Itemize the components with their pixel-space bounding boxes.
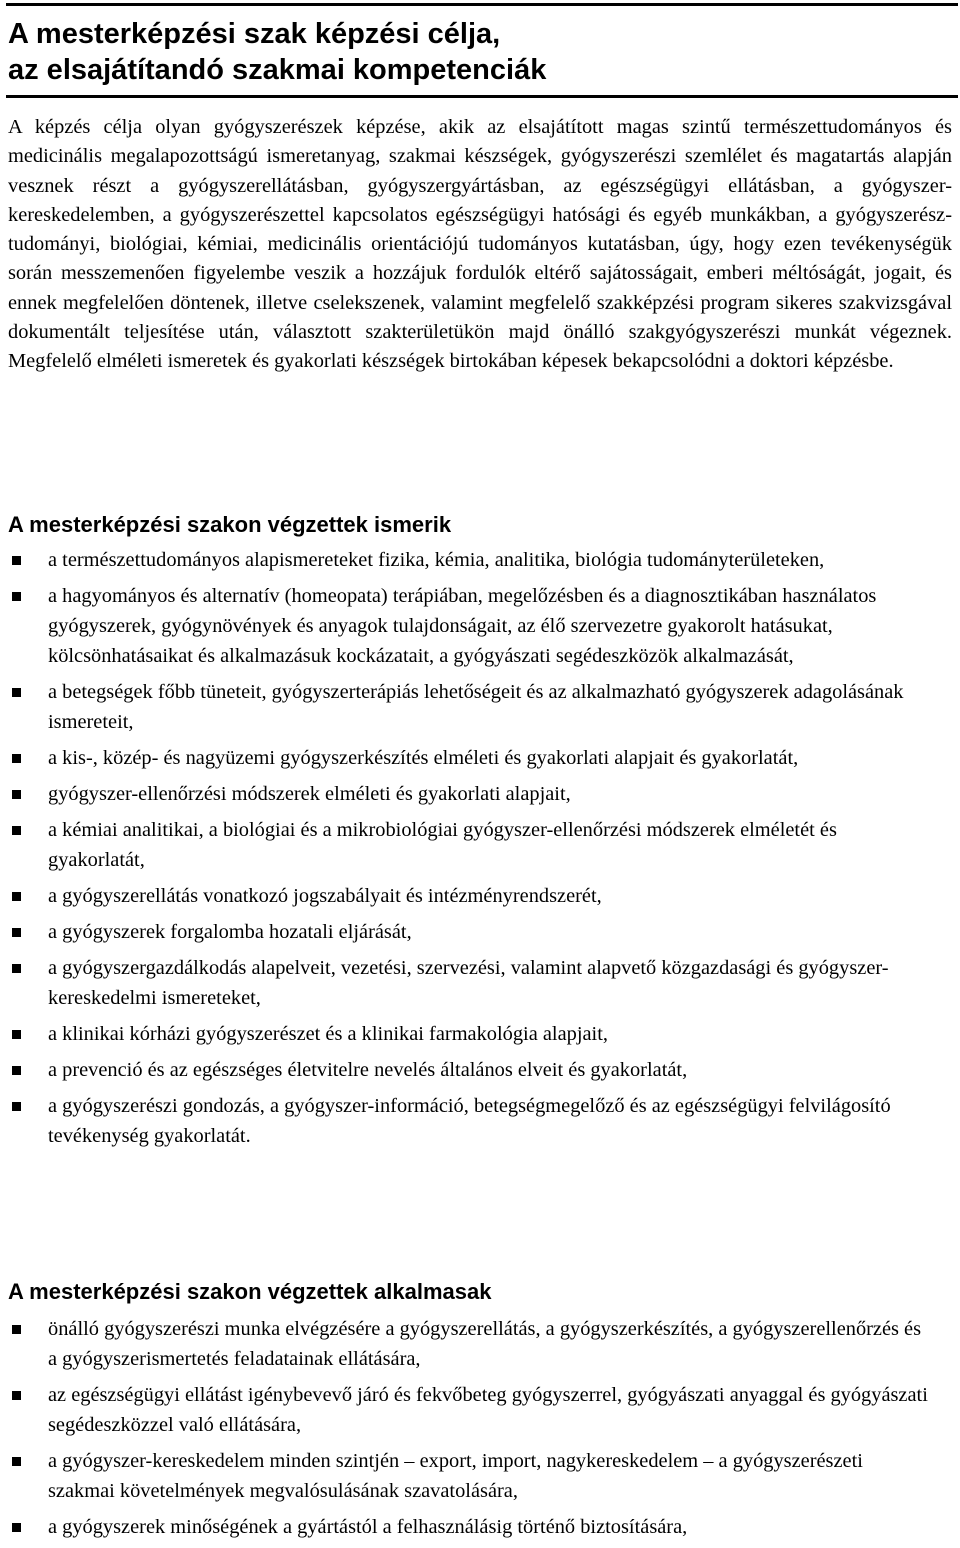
bullet-icon [12,1391,21,1400]
list-item [0,917,928,947]
section-heading-ismerik: A mesterképzési szakon végzettek ismerik [8,512,452,537]
list-item [0,677,928,737]
section-heading-alkalmasak: A mesterképzési szakon végzettek alkalmasak [8,1279,492,1304]
bullet-icon [12,964,21,973]
intro-paragraph: A képzés célja olyan gyógyszerészek képzése, akik az elsajátított magas szintű természettudományos és medicinális megalapozottságú ismeretanyag, szakmai készségek, gyógyszerészi szemlélet és magatartás alapján vesznek részt a gyógyszerellátásban, gyógyszergyártásban, az egészségügyi ellátásban, a gyógyszer-kereskedelemben, a gyógyszerészettel kapcsolatos egészségügyi hatósági és egyéb munkákban, a gyógyszerésztudományi, biológiai, kémiai, medicinális orientációjú tudományos kutatásban, úgy, hogy ezen tevékenységük során messzemenően figyelembe veszik a hozzájuk fordulók eltérő sajátosságait, emberi méltóságát, jogait, és ennek megfelelően döntenek, illetve cselekszenek, valamint megfelelő szakképzési program sikeres szakvizsgával dokumentált teljesítése után, választott szakterületükön majd önálló szakgyógyszerészi munkát végeznek. Megfelelő elméleti ismeretek és gyakorlati készségek birtokában képesek bekapcsolódni a doktori képzésbe. [8,116,952,373]
bullet-icon [12,1102,21,1111]
bullet-icon [12,928,21,937]
bullet-icon [12,688,21,697]
list-item-text: a prevenció és az egészséges életvitelre nevelés általános elveit és gyakorlatát, [48,1059,688,1081]
list-item-text: a betegségek főbb tüneteit, gyógyszerterápiás lehetőségeit és az alkalmazható gyógyszerek adagolásának ismereteit, [48,681,904,733]
list-item-text: a klinikai kórházi gyógyszerészet és a klinikai farmakológia alapjait, [48,1023,608,1045]
bullet-icon [12,1030,21,1039]
list-item [0,1091,928,1151]
list-alkalmasak [0,1314,960,1548]
list-item [0,1019,928,1049]
list-item [0,1380,928,1440]
list-item [0,1446,928,1506]
list-ismerik [0,545,960,1157]
bullet-icon [12,790,21,799]
list-item [0,743,928,773]
list-item-text: a gyógyszerészi gondozás, a gyógyszer-információ, betegségmegelőző és az egészségügyi felvilágosító tevékenység gyakorlatát. [48,1095,891,1147]
list-item-text: a hagyományos és alternatív (homeopata) terápiában, megelőzésben és a diagnosztikában használatos gyógyszerek, gyógynövények és anyagok tulajdonságait, az élő szervezetre gyakorolt hatásukat, kölcsönhatásaikat és alkalmazásuk kockázatait, a gyógyászati segédeszközök alkalmazását, [48,585,877,667]
bullet-icon [12,892,21,901]
title-line-2: az elsajátítandó szakmai kompetenciák [8,54,547,86]
list-item [0,953,928,1013]
title-rule [6,95,958,98]
bullet-icon [12,1523,21,1532]
list-item [0,1055,928,1085]
list-item [0,581,928,671]
list-item-text: a gyógyszerek forgalomba hozatali eljárását, [48,921,412,943]
list-item-text: a kémiai analitikai, a biológiai és a mikrobiológiai gyógyszer-ellenőrzési módszerek elméletét és gyakorlatát, [48,819,837,871]
list-item [0,881,928,911]
top-rule [6,3,958,6]
bullet-icon [12,1325,21,1334]
bullet-icon [12,754,21,763]
list-item [0,1314,928,1374]
list-item-text: önálló gyógyszerészi munka elvégzésére a gyógyszerellátás, a gyógyszerkészítés, a gyógyszerellenőrzés és a gyógyszerismertetés feladatainak ellátására, [48,1318,922,1370]
list-item [0,545,928,575]
bullet-icon [12,556,21,565]
list-item-text: a kis-, közép- és nagyüzemi gyógyszerkészítés elméleti és gyakorlati alapjait és gyakorlatát, [48,747,799,769]
list-item-text: a gyógyszerek minőségének a gyártástól a felhasználásig történő biztosítására, [48,1516,688,1538]
list-item-text: a természettudományos alapismereteket fizika, kémia, analitika, biológia tudományterületeken, [48,549,825,571]
bullet-icon [12,1066,21,1075]
list-item-text: az egészségügyi ellátást igénybevevő járó és fekvőbeteg gyógyszerrel, gyógyászati anyaggal és gyógyászati segédeszközzel való ellátására, [48,1384,928,1436]
page-title [8,16,948,88]
list-item-text: a gyógyszergazdálkodás alapelveit, vezetési, szervezési, valamint alapvető közgazdasági és gyógyszer-kereskedelmi ismereteket, [48,957,889,1009]
list-item [0,1512,928,1542]
bullet-icon [12,592,21,601]
bullet-icon [12,826,21,835]
list-item-text: gyógyszer-ellenőrzési módszerek elméleti és gyakorlati alapjait, [48,783,571,805]
title-line-1: A mesterképzési szak képzési célja, [8,18,501,50]
list-item-text: a gyógyszer-kereskedelem minden szintjén – export, import, nagykereskedelem – a gyógyszerészeti szakmai követelmények megvalósulásának szavatolására, [48,1450,863,1502]
list-item [0,779,928,809]
list-item-text: a gyógyszerellátás vonatkozó jogszabályait és intézményrendszerét, [48,885,602,907]
list-item [0,815,928,875]
bullet-icon [12,1457,21,1466]
